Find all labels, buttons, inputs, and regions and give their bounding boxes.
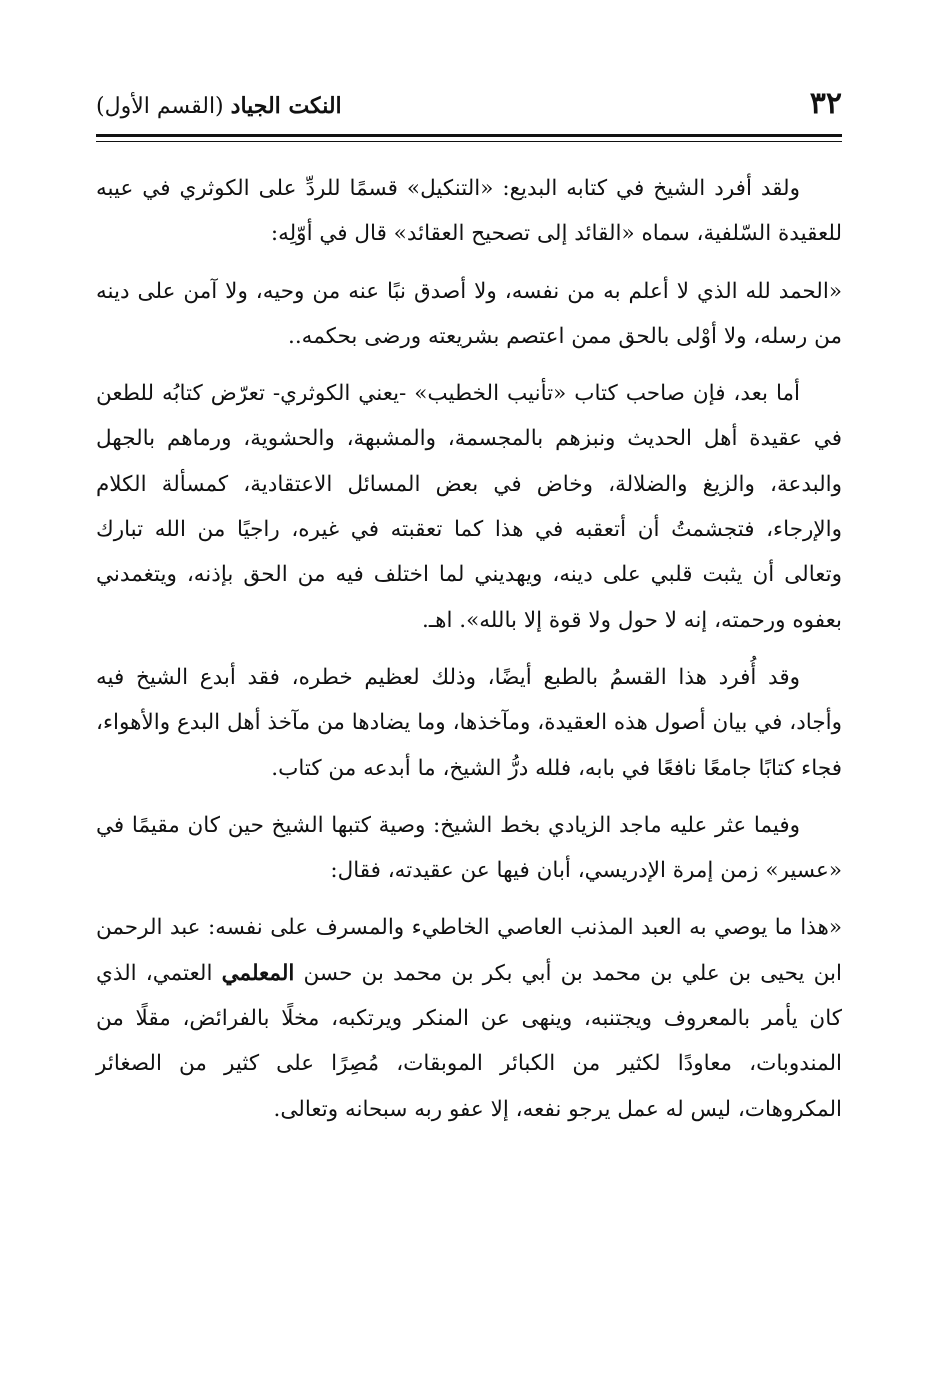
paragraph-will-text: [96, 905, 842, 1131]
will-text-part2: العتمي، الذي كان يأمر بالمعروف ويجتنبه، وينهى عن المنكر ويرتكبه، مخلًا بالفرائض، مقلًا من المندوبات، معاودًا لكثير من الكبائر الموبقات، مُصِرًا على كثير من الصغائر المكروهات، ليس له عمل يرجو نفعه، إلا عفو ربه سبحانه وتعالى.: [96, 960, 842, 1122]
header-rule-thick: [96, 134, 842, 137]
paragraph-will-intro: وفيما عثر عليه ماجد الزيادي بخط الشيخ: وصية كتبها الشيخ حين كان مقيمًا في «عسير» زمن إمرة الإدريسي، أبان فيها عن عقيدته، فقال:: [96, 812, 842, 884]
paragraph-section-note: وقد أُفرد هذا القسمُ بالطبع أيضًا، وذلك لعظيم خطره، فقد أبدع الشيخ فيه وأجاد، في بيان أصول هذه العقيدة، ومآخذها، وما يضادها من مآخذ أهل البدع والأهواء، فجاء كتابًا جامعًا نافعًا في بابه، فلله درُّ الشيخ، ما أبدعه من كتاب.: [96, 664, 842, 781]
will-name-bold: المعلمي: [221, 960, 295, 986]
header-rule-thin: [96, 141, 842, 142]
book-part: (القسم الأول): [96, 94, 224, 119]
will-text-part1: «هذا ما يوصي به العبد المذنب العاصي الخاطيء والمسرف على نفسه: عبد الرحمن ابن يحيى بن علي بن محمد بن أبي بكر بن محمد بن حسن: [96, 915, 842, 986]
page-body: [96, 166, 842, 1144]
page-number: ٣٢: [809, 86, 842, 121]
running-title: [96, 92, 342, 121]
paragraph-intro: ولقد أفرد الشيخ في كتابه البديع: «التنكيل» قسمًا للردِّ على الكوثري في عيبه للعقيدة السّلفية، سماه «القائد إلى تصحيح العقائد» قال في أوّلِه:: [96, 176, 842, 247]
paragraph-quote-opening: «الحمد لله الذي لا أعلم به من نفسه، ولا أصدق نبًا عنه من وحيه، ولا آمن على دينه من رسله، ولا أوْلى بالحق ممن اعتصم بشريعته ورضى بحكمه..: [96, 278, 842, 349]
running-header: [96, 84, 842, 128]
book-title: النكت الجياد: [230, 93, 342, 119]
paragraph-quote-body: أما بعد، فإن صاحب كتاب «تأنيب الخطيب» -يعني الكوثري- تعرّض كتابُه للطعن في عقيدة أهل الحديث ونبزهم بالمجسمة، والمشبهة، والحشوية، ورماهم بالجهل والبدعة، والزيغ والضلالة، وخاض في بعض المسائل الاعتقادية، كمسألة الكلام والإرجاء، فتجشمتُ أن أتعقبه في هذا كما تعقبته في غيره، راجيًا من الله تبارك وتعالى أن يثبت قلبي على دينه، ويهديني لما اختلف فيه من الحق بإذنه، ويتغمدني بعفوه ورحمته، إنه لا حول ولا قوة إلا بالله». اهـ.: [96, 381, 842, 633]
